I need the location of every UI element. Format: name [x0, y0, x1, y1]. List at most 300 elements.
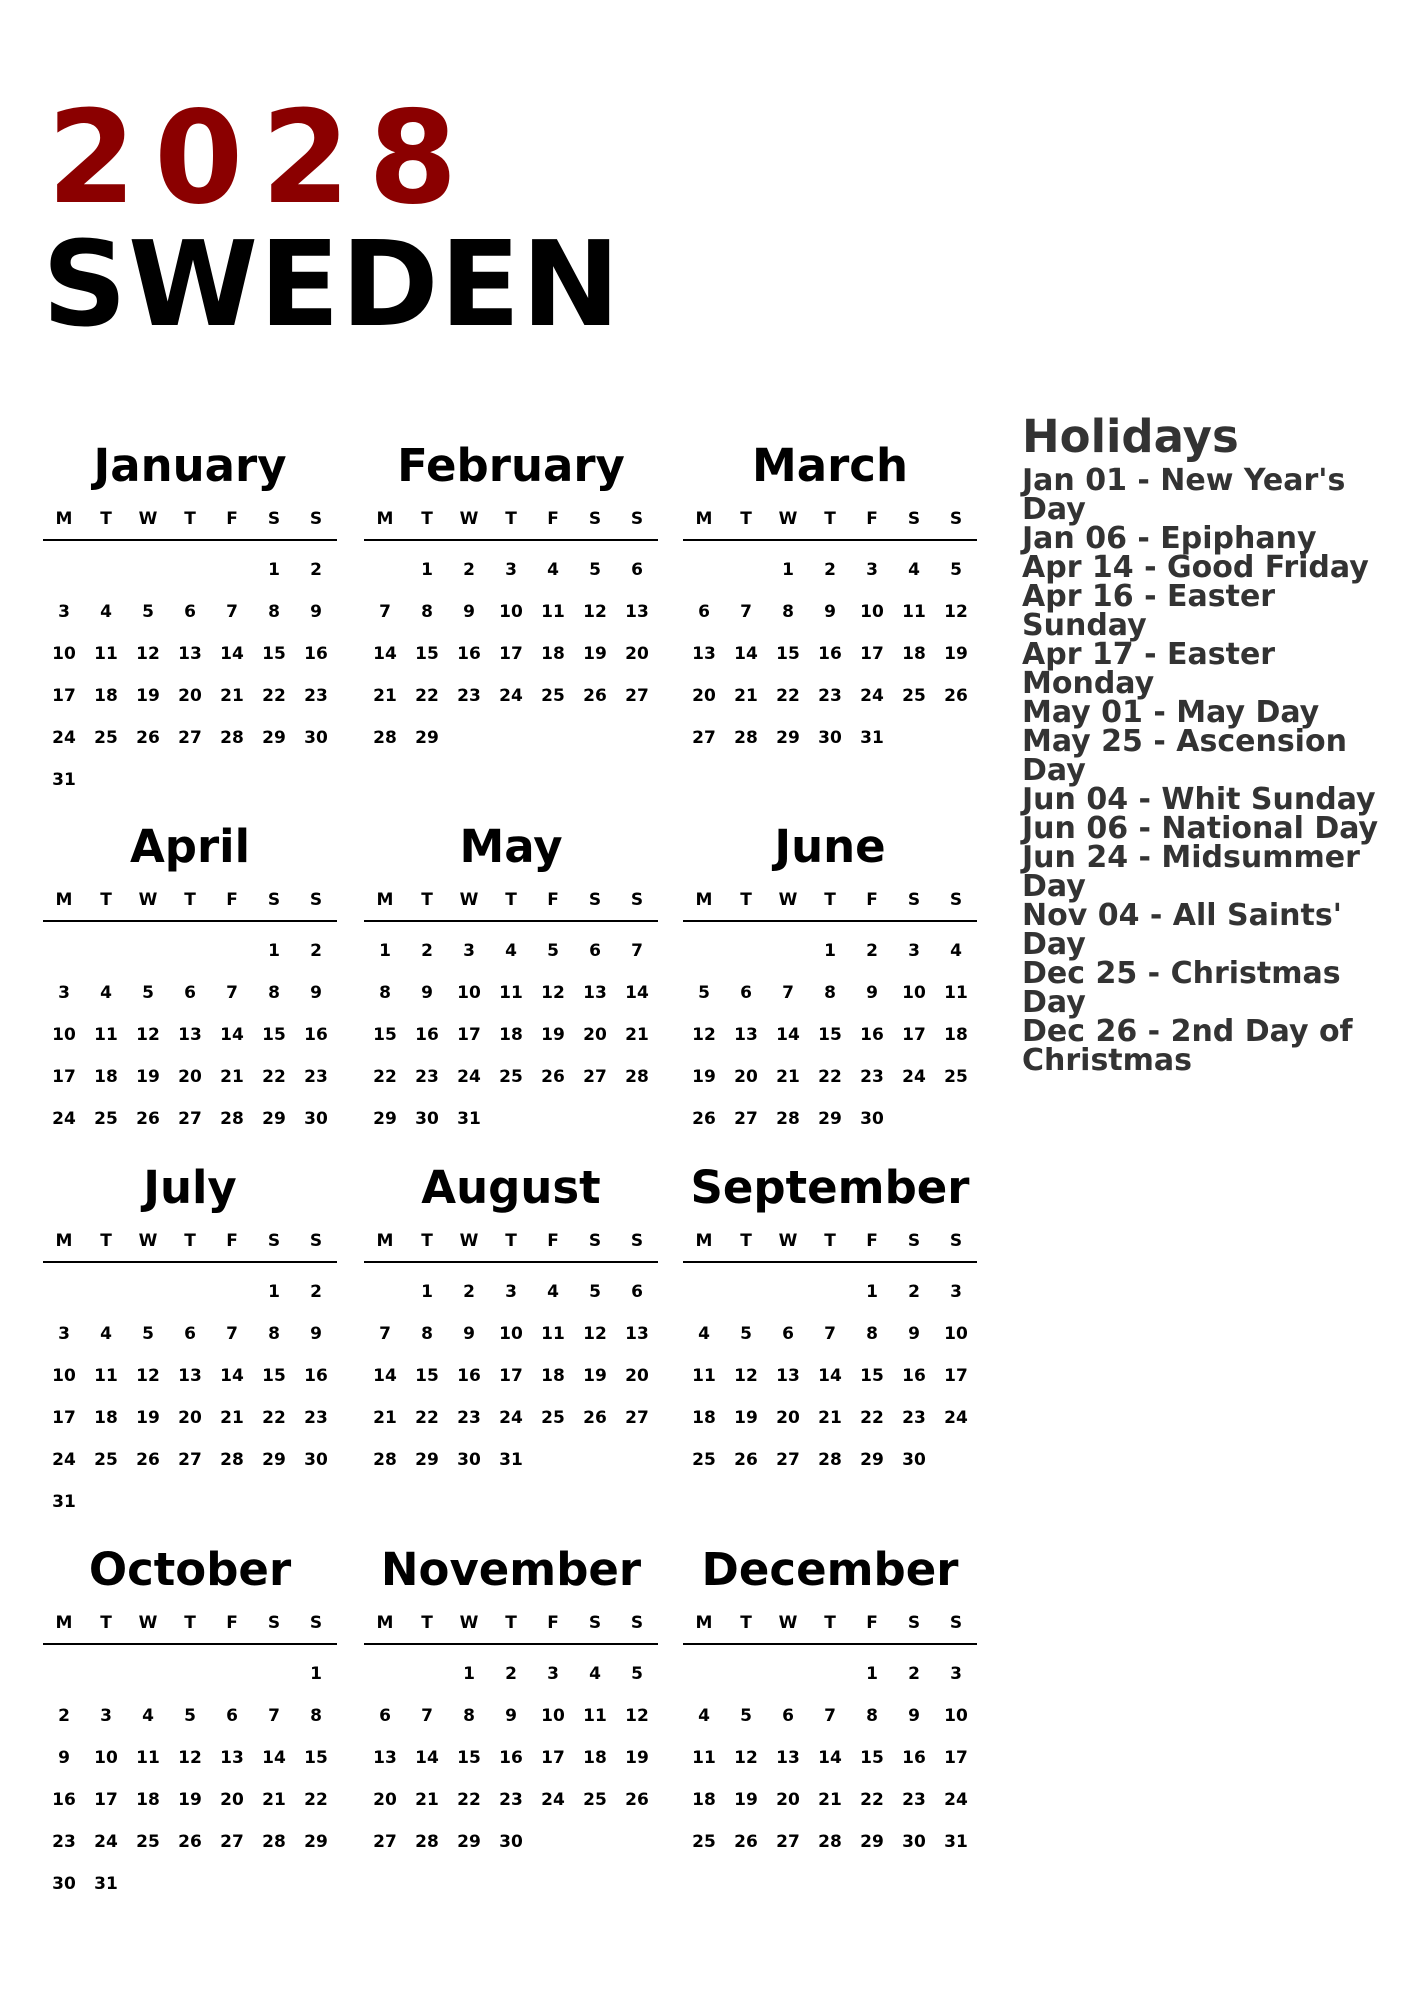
holidays-panel: [1022, 410, 1392, 1078]
date-cell: 30: [304, 728, 328, 748]
date-cell: 31: [52, 770, 76, 790]
empty-cell: [169, 930, 211, 972]
date-cell: 5: [589, 560, 601, 580]
date-cell: 27: [776, 1450, 800, 1470]
empty-cell: [364, 549, 406, 591]
month-march: [683, 433, 977, 759]
date-cell: 12: [692, 1025, 716, 1045]
empty-cell: [683, 549, 725, 591]
weekday-header: [683, 880, 977, 922]
date-cell: 31: [860, 728, 884, 748]
date-cell: 25: [541, 686, 565, 706]
weekday-label: M: [376, 1231, 394, 1251]
date-cell: 5: [740, 1324, 752, 1344]
weekday-label: T: [184, 1613, 196, 1633]
date-cell: 15: [415, 1366, 439, 1386]
empty-cell: [43, 549, 85, 591]
weekday-label: W: [138, 890, 158, 910]
date-cell: 8: [268, 983, 280, 1003]
date-cell: 19: [734, 1790, 758, 1810]
date-cell: 19: [541, 1025, 565, 1045]
weekday-label: F: [866, 1613, 878, 1633]
date-cell: 5: [142, 983, 154, 1003]
date-cell: 16: [304, 644, 328, 664]
empty-cell: [683, 1271, 725, 1313]
date-cell: 1: [824, 941, 836, 961]
date-cell: 1: [379, 941, 391, 961]
date-cell: 19: [178, 1790, 202, 1810]
date-cell: 3: [58, 1324, 70, 1344]
country-title: SWEDEN: [42, 215, 622, 353]
date-cell: 13: [220, 1748, 244, 1768]
empty-cell: [364, 1653, 406, 1695]
date-cell: 11: [541, 602, 565, 622]
date-cell: 16: [902, 1366, 926, 1386]
weekday-label: S: [949, 1231, 963, 1251]
date-cell: 20: [373, 1790, 397, 1810]
date-cell: 5: [547, 941, 559, 961]
date-cell: 22: [860, 1408, 884, 1428]
date-cell: 30: [304, 1450, 328, 1470]
date-cell: 8: [268, 602, 280, 622]
date-cell: 26: [136, 728, 160, 748]
holiday-item: Apr 14 - Good Friday: [1022, 550, 1369, 585]
weekday-label: T: [421, 1231, 433, 1251]
empty-cell: [211, 1653, 253, 1695]
date-cell: 19: [944, 644, 968, 664]
date-cell: 28: [734, 728, 758, 748]
weekday-label: W: [459, 1231, 479, 1251]
weekday-label: S: [588, 1613, 602, 1633]
weekday-label: T: [505, 1231, 517, 1251]
date-cell: 4: [698, 1706, 710, 1726]
day-grid: [364, 549, 658, 759]
date-cell: 29: [373, 1109, 397, 1129]
month-title: September: [690, 1161, 970, 1214]
date-cell: 25: [692, 1450, 716, 1470]
holiday-list: [1022, 463, 1392, 1078]
date-cell: 11: [499, 983, 523, 1003]
weekday-label: S: [949, 509, 963, 529]
weekday-label: S: [267, 1613, 281, 1633]
month-title: August: [421, 1161, 601, 1214]
date-cell: 1: [866, 1664, 878, 1684]
empty-cell: [211, 549, 253, 591]
holiday-item: Jun 06 - National Day: [1022, 811, 1379, 846]
day-grid: [43, 1653, 337, 1905]
date-cell: 24: [944, 1408, 968, 1428]
date-cell: 28: [262, 1832, 286, 1852]
date-cell: 23: [52, 1832, 76, 1852]
date-cell: 4: [547, 1282, 559, 1302]
weekday-label: M: [376, 509, 394, 529]
date-cell: 29: [860, 1832, 884, 1852]
date-cell: 25: [583, 1790, 607, 1810]
date-cell: 11: [902, 602, 926, 622]
date-cell: 7: [226, 983, 238, 1003]
date-cell: 7: [268, 1706, 280, 1726]
date-cell: 26: [944, 686, 968, 706]
date-cell: 12: [734, 1748, 758, 1768]
date-cell: 1: [866, 1282, 878, 1302]
date-cell: 14: [818, 1748, 842, 1768]
date-cell: 28: [776, 1109, 800, 1129]
date-cell: 30: [457, 1450, 481, 1470]
day-grid: [683, 1271, 977, 1481]
date-cell: 21: [262, 1790, 286, 1810]
weekday-label: M: [55, 1613, 73, 1633]
empty-cell: [211, 930, 253, 972]
weekday-label: T: [740, 1613, 752, 1633]
weekday-label: T: [740, 1231, 752, 1251]
date-cell: 29: [304, 1832, 328, 1852]
date-cell: 20: [583, 1025, 607, 1045]
date-cell: 24: [499, 1408, 523, 1428]
date-cell: 26: [136, 1450, 160, 1470]
date-cell: 10: [902, 983, 926, 1003]
date-cell: 8: [421, 602, 433, 622]
date-cell: 31: [52, 1492, 76, 1512]
date-cell: 4: [142, 1706, 154, 1726]
date-cell: 5: [631, 1664, 643, 1684]
date-cell: 7: [379, 602, 391, 622]
date-cell: 12: [944, 602, 968, 622]
weekday-label: F: [547, 1231, 559, 1251]
weekday-label: W: [778, 1613, 798, 1633]
date-cell: 19: [136, 1408, 160, 1428]
date-cell: 28: [625, 1067, 649, 1087]
date-cell: 11: [583, 1706, 607, 1726]
date-cell: 29: [457, 1832, 481, 1852]
date-cell: 14: [776, 1025, 800, 1045]
date-cell: 18: [94, 1067, 118, 1087]
date-cell: 29: [818, 1109, 842, 1129]
date-cell: 14: [373, 1366, 397, 1386]
empty-cell: [85, 1653, 127, 1695]
date-cell: 8: [421, 1324, 433, 1344]
empty-cell: [43, 930, 85, 972]
empty-cell: [169, 1271, 211, 1313]
date-cell: 26: [734, 1832, 758, 1852]
date-cell: 2: [824, 560, 836, 580]
year-title: 2028: [47, 84, 476, 233]
date-cell: 3: [505, 560, 517, 580]
date-cell: 7: [226, 602, 238, 622]
date-cell: 13: [625, 602, 649, 622]
date-cell: 23: [902, 1408, 926, 1428]
date-cell: 20: [625, 1366, 649, 1386]
date-cell: 13: [776, 1748, 800, 1768]
date-cell: 19: [136, 1067, 160, 1087]
month-title: November: [380, 1543, 642, 1596]
weekday-label: F: [866, 890, 878, 910]
month-october: [43, 1537, 337, 1905]
weekday-label: T: [100, 890, 112, 910]
date-cell: 27: [692, 728, 716, 748]
month-february: [364, 433, 658, 759]
date-cell: 29: [262, 1450, 286, 1470]
date-cell: 24: [944, 1790, 968, 1810]
date-cell: 13: [583, 983, 607, 1003]
date-cell: 30: [818, 728, 842, 748]
weekday-label: W: [138, 1231, 158, 1251]
empty-cell: [725, 1271, 767, 1313]
date-cell: 22: [262, 1067, 286, 1087]
date-cell: 22: [415, 1408, 439, 1428]
date-cell: 28: [818, 1832, 842, 1852]
date-cell: 15: [262, 644, 286, 664]
weekday-label: T: [421, 1613, 433, 1633]
weekday-label: T: [505, 890, 517, 910]
date-cell: 25: [541, 1408, 565, 1428]
date-cell: 24: [94, 1832, 118, 1852]
date-cell: 20: [178, 686, 202, 706]
date-cell: 13: [625, 1324, 649, 1344]
date-cell: 2: [908, 1282, 920, 1302]
date-cell: 20: [776, 1408, 800, 1428]
date-cell: 22: [776, 686, 800, 706]
month-may: [364, 814, 658, 1140]
empty-cell: [253, 1653, 295, 1695]
date-cell: 2: [310, 941, 322, 961]
weekday-label: M: [695, 890, 713, 910]
date-cell: 9: [310, 1324, 322, 1344]
month-title: March: [751, 439, 909, 492]
holiday-item: Nov 04 - All Saints' Day: [1022, 898, 1342, 962]
weekday-label: S: [309, 890, 323, 910]
date-cell: 21: [415, 1790, 439, 1810]
date-cell: 5: [950, 560, 962, 580]
weekday-label: T: [505, 509, 517, 529]
empty-cell: [127, 549, 169, 591]
day-grid: [364, 930, 658, 1140]
weekday-label: S: [949, 890, 963, 910]
date-cell: 7: [740, 602, 752, 622]
day-grid: [43, 1271, 337, 1523]
date-cell: 3: [950, 1282, 962, 1302]
date-cell: 16: [415, 1025, 439, 1045]
date-cell: 10: [52, 644, 76, 664]
month-june: [683, 814, 977, 1140]
date-cell: 28: [220, 1109, 244, 1129]
date-cell: 26: [625, 1790, 649, 1810]
date-cell: 26: [136, 1109, 160, 1129]
date-cell: 13: [178, 1025, 202, 1045]
date-cell: 27: [220, 1832, 244, 1852]
date-cell: 18: [583, 1748, 607, 1768]
date-cell: 23: [304, 1408, 328, 1428]
date-cell: 1: [463, 1664, 475, 1684]
date-cell: 7: [631, 941, 643, 961]
month-august: [364, 1155, 658, 1481]
empty-cell: [683, 930, 725, 972]
date-cell: 8: [379, 983, 391, 1003]
empty-cell: [127, 1653, 169, 1695]
weekday-label: F: [226, 890, 238, 910]
date-cell: 10: [541, 1706, 565, 1726]
date-cell: 3: [463, 941, 475, 961]
holiday-item: Jan 01 - New Year's Day: [1022, 463, 1346, 527]
date-cell: 22: [818, 1067, 842, 1087]
date-cell: 17: [457, 1025, 481, 1045]
date-cell: 31: [499, 1450, 523, 1470]
date-cell: 27: [734, 1109, 758, 1129]
weekday-label: S: [267, 509, 281, 529]
date-cell: 16: [457, 1366, 481, 1386]
weekday-label: T: [100, 1231, 112, 1251]
date-cell: 4: [547, 560, 559, 580]
date-cell: 6: [184, 602, 196, 622]
weekday-label: S: [267, 890, 281, 910]
date-cell: 30: [860, 1109, 884, 1129]
date-cell: 7: [226, 1324, 238, 1344]
weekday-label: M: [695, 1231, 713, 1251]
date-cell: 13: [776, 1366, 800, 1386]
date-cell: 17: [94, 1790, 118, 1810]
date-cell: 1: [268, 560, 280, 580]
date-cell: 6: [740, 983, 752, 1003]
date-cell: 24: [860, 686, 884, 706]
empty-cell: [211, 1271, 253, 1313]
date-cell: 3: [58, 983, 70, 1003]
weekday-label: S: [309, 1231, 323, 1251]
date-cell: 7: [782, 983, 794, 1003]
date-cell: 21: [625, 1025, 649, 1045]
weekday-label: T: [824, 509, 836, 529]
empty-cell: [725, 1653, 767, 1695]
date-cell: 18: [136, 1790, 160, 1810]
day-grid: [683, 549, 977, 759]
weekday-label: T: [740, 890, 752, 910]
date-cell: 19: [734, 1408, 758, 1428]
date-cell: 22: [860, 1790, 884, 1810]
weekday-label: S: [630, 509, 644, 529]
empty-cell: [767, 1271, 809, 1313]
date-cell: 15: [262, 1025, 286, 1045]
weekday-label: T: [824, 890, 836, 910]
weekday-label: S: [630, 1231, 644, 1251]
date-cell: 18: [94, 686, 118, 706]
date-cell: 22: [304, 1790, 328, 1810]
holiday-item: Apr 16 - Easter Sunday: [1022, 579, 1276, 643]
date-cell: 22: [262, 686, 286, 706]
date-cell: 15: [860, 1748, 884, 1768]
date-cell: 25: [136, 1832, 160, 1852]
month-september: [683, 1155, 977, 1481]
date-cell: 12: [178, 1748, 202, 1768]
date-cell: 27: [178, 728, 202, 748]
date-cell: 13: [178, 1366, 202, 1386]
date-cell: 1: [782, 560, 794, 580]
weekday-header: [683, 499, 977, 541]
empty-cell: [683, 1653, 725, 1695]
date-cell: 22: [262, 1408, 286, 1428]
date-cell: 11: [541, 1324, 565, 1344]
date-cell: 25: [94, 1450, 118, 1470]
weekday-header: [683, 1603, 977, 1645]
weekday-label: M: [695, 509, 713, 529]
date-cell: 6: [631, 1282, 643, 1302]
date-cell: 23: [499, 1790, 523, 1810]
date-cell: 4: [589, 1664, 601, 1684]
date-cell: 9: [505, 1706, 517, 1726]
date-cell: 26: [583, 686, 607, 706]
date-cell: 3: [908, 941, 920, 961]
weekday-label: T: [184, 509, 196, 529]
date-cell: 6: [631, 560, 643, 580]
date-cell: 8: [782, 602, 794, 622]
date-cell: 11: [94, 1366, 118, 1386]
date-cell: 21: [220, 686, 244, 706]
date-cell: 3: [505, 1282, 517, 1302]
weekday-header: [43, 499, 337, 541]
date-cell: 6: [589, 941, 601, 961]
holidays-title: Holidays: [1022, 410, 1239, 463]
date-cell: 14: [625, 983, 649, 1003]
date-cell: 19: [136, 686, 160, 706]
date-cell: 15: [818, 1025, 842, 1045]
date-cell: 4: [908, 560, 920, 580]
date-cell: 29: [860, 1450, 884, 1470]
date-cell: 2: [310, 560, 322, 580]
empty-cell: [43, 1653, 85, 1695]
date-cell: 3: [547, 1664, 559, 1684]
date-cell: 10: [860, 602, 884, 622]
date-cell: 27: [373, 1832, 397, 1852]
date-cell: 17: [944, 1748, 968, 1768]
date-cell: 6: [698, 602, 710, 622]
date-cell: 14: [220, 1366, 244, 1386]
month-title: May: [459, 820, 563, 873]
date-cell: 9: [310, 602, 322, 622]
date-cell: 29: [776, 728, 800, 748]
weekday-label: F: [226, 1613, 238, 1633]
date-cell: 30: [499, 1832, 523, 1852]
date-cell: 9: [310, 983, 322, 1003]
date-cell: 11: [94, 1025, 118, 1045]
date-cell: 10: [944, 1706, 968, 1726]
date-cell: 7: [824, 1706, 836, 1726]
date-cell: 17: [52, 1067, 76, 1087]
date-cell: 17: [541, 1748, 565, 1768]
date-cell: 23: [860, 1067, 884, 1087]
date-cell: 5: [698, 983, 710, 1003]
date-cell: 11: [944, 983, 968, 1003]
date-cell: 17: [499, 644, 523, 664]
weekday-label: S: [630, 1613, 644, 1633]
weekday-label: F: [866, 509, 878, 529]
weekday-label: S: [588, 1231, 602, 1251]
date-cell: 18: [94, 1408, 118, 1428]
date-cell: 30: [52, 1874, 76, 1894]
date-cell: 11: [692, 1366, 716, 1386]
weekday-label: W: [138, 509, 158, 529]
date-cell: 28: [373, 728, 397, 748]
date-cell: 4: [698, 1324, 710, 1344]
date-cell: 26: [178, 1832, 202, 1852]
weekday-label: S: [907, 890, 921, 910]
date-cell: 31: [94, 1874, 118, 1894]
date-cell: 3: [866, 560, 878, 580]
date-cell: 21: [818, 1408, 842, 1428]
date-cell: 27: [776, 1832, 800, 1852]
date-cell: 1: [421, 560, 433, 580]
weekday-label: F: [226, 509, 238, 529]
date-cell: 2: [463, 560, 475, 580]
date-cell: 30: [902, 1450, 926, 1470]
weekday-label: W: [459, 890, 479, 910]
weekday-label: S: [949, 1613, 963, 1633]
